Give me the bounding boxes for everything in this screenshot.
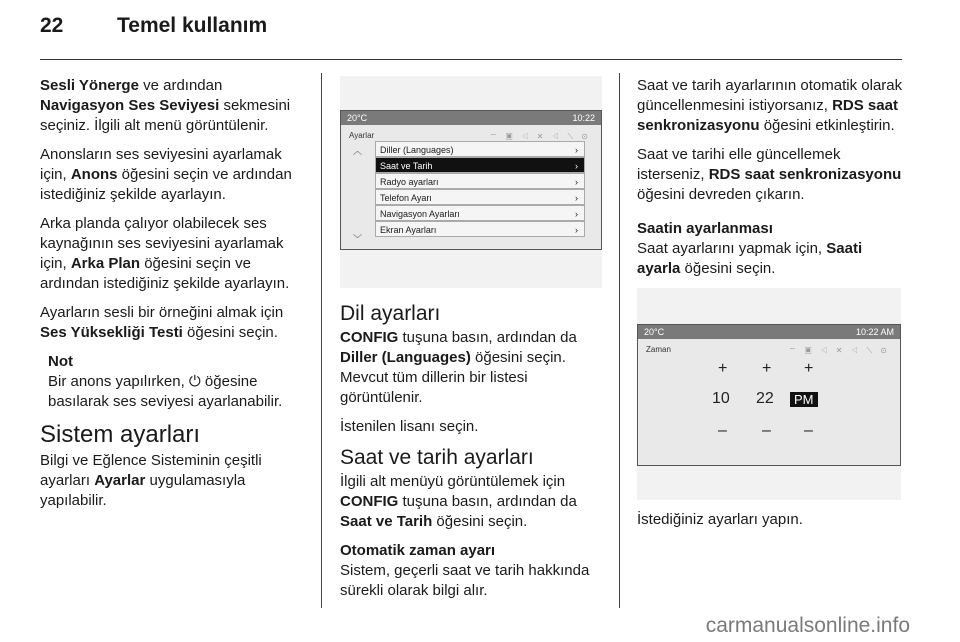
paragraph: İstenilen lisanı seçin. bbox=[340, 418, 479, 435]
paragraph: Saat ve tarihi elle güncellemek isterseniz, RDS saat senkronizasyonu öğesini devreden çıkarın. bbox=[637, 146, 902, 203]
note-title: Not bbox=[48, 353, 73, 370]
note-text: Bir anons yapılırken, ⏻ öğesine basılarak ses seviyesi ayarlanabilir. bbox=[48, 373, 283, 410]
column-divider bbox=[619, 73, 620, 608]
minute-plus-button[interactable]: + bbox=[762, 360, 772, 377]
page-header bbox=[40, 14, 267, 38]
column-3 bbox=[637, 76, 907, 539]
paragraph: Saat ayarlarını yapmak için, Saati ayarla öğesini seçin. bbox=[637, 240, 863, 277]
minute-minus-button[interactable]: – bbox=[762, 422, 771, 439]
menu-item[interactable]: Ekran Ayarları › bbox=[375, 221, 585, 237]
status-bar: 20°C 10:22 bbox=[341, 111, 601, 125]
screen-subtitle: Zaman bbox=[646, 345, 671, 354]
paragraph: Sesli Yönerge ve ardından Navigasyon Ses Seviyesi sekmesini seçiniz. İlgili alt menü görüntülenir. bbox=[40, 77, 291, 134]
subheading: Otomatik zaman ayarı bbox=[340, 542, 496, 559]
paragraph: Arka planda çalıyor olabilecek ses kaynağının ses seviyesini ayarlamak için, Arka Plan öğesini seçin ve ardından istediğiniz şekilde ayarlayın. bbox=[40, 215, 290, 292]
header-rule bbox=[40, 59, 902, 60]
paragraph: Bilgi ve Eğlence Sisteminin çeşitli ayarları Ayarlar uygulamasıyla yapılabilir. bbox=[40, 452, 262, 509]
status-icons: ⌔ ▣ ◁ ✕ ◁ ⟍ ⊙ bbox=[788, 346, 890, 355]
menu-item[interactable]: Telefon Ayarı › bbox=[375, 189, 585, 205]
ampm-value: PM bbox=[790, 390, 818, 410]
paragraph: Anonsların ses seviyesini ayarlamak için, Anons öğesini seçin ve ardından istediğiniz şekilde ayarlayın. bbox=[40, 146, 292, 203]
paragraph: CONFIG tuşuna basın, ardından da Diller (Languages) öğesini seçin. Mevcut tüm dillerin bir listesi görüntülenir. bbox=[340, 329, 577, 406]
hour-value: 10 bbox=[712, 390, 730, 407]
menu-item[interactable]: Radyo ayarları › bbox=[375, 173, 585, 189]
screen-subtitle: Ayarlar bbox=[349, 131, 375, 140]
scroll-down-icon: ﹀ bbox=[353, 234, 363, 244]
column-1 bbox=[40, 76, 308, 520]
section-heading: Dil ayarları bbox=[340, 302, 441, 325]
watermark: carmanualsonline.info bbox=[705, 614, 910, 637]
ampm-plus-button[interactable]: + bbox=[804, 360, 814, 377]
status-bar: 20°C 10:22 AM bbox=[638, 325, 900, 339]
minute-value: 22 bbox=[756, 390, 774, 407]
clock-screenshot bbox=[637, 288, 901, 500]
column-2 bbox=[340, 76, 610, 610]
hour-plus-button[interactable]: + bbox=[718, 360, 728, 377]
paragraph: Sistem, geçerli saat ve tarih hakkında sürekli olarak bilgi alır. bbox=[340, 562, 590, 599]
paragraph: İlgili alt menüyü görüntülemek için CONFIG tuşuna basın, ardından da Saat ve Tarih öğesini seçin. bbox=[340, 473, 577, 530]
paragraph: İstediğiniz ayarları yapın. bbox=[637, 511, 803, 528]
display-screen bbox=[637, 324, 901, 466]
display-screen bbox=[340, 110, 602, 250]
column-divider bbox=[321, 73, 322, 608]
hour-minus-button[interactable]: – bbox=[718, 422, 727, 439]
ampm-minus-button[interactable]: – bbox=[804, 422, 813, 439]
paragraph: Ayarların sesli bir örneğini almak için Ses Yüksekliği Testi öğesini seçin. bbox=[40, 304, 284, 341]
menu-item[interactable]: Diller (Languages) › bbox=[375, 141, 585, 157]
page-number: 22 bbox=[40, 14, 64, 37]
paragraph: Saat ve tarih ayarlarının otomatik olarak güncellenmesini istiyorsanız, RDS saat senkronizasyonu öğesini etkinleştirin. bbox=[637, 77, 903, 134]
settings-screenshot bbox=[340, 76, 602, 288]
section-heading: Sistem ayarları bbox=[40, 421, 201, 448]
status-icons: ⌔ ▣ ◁ ✕ ◁ ⟍ ⊙ bbox=[489, 132, 591, 141]
page-title: Temel kullanım bbox=[117, 14, 268, 37]
menu-item[interactable]: Saat ve Tarih › bbox=[375, 157, 585, 173]
section-heading: Saat ve tarih ayarları bbox=[340, 446, 534, 469]
note-box bbox=[48, 352, 308, 412]
menu-item[interactable]: Navigasyon Ayarları › bbox=[375, 205, 585, 221]
scroll-up-icon: ︿ bbox=[353, 146, 363, 156]
subheading: Saatin ayarlanması bbox=[637, 220, 773, 237]
